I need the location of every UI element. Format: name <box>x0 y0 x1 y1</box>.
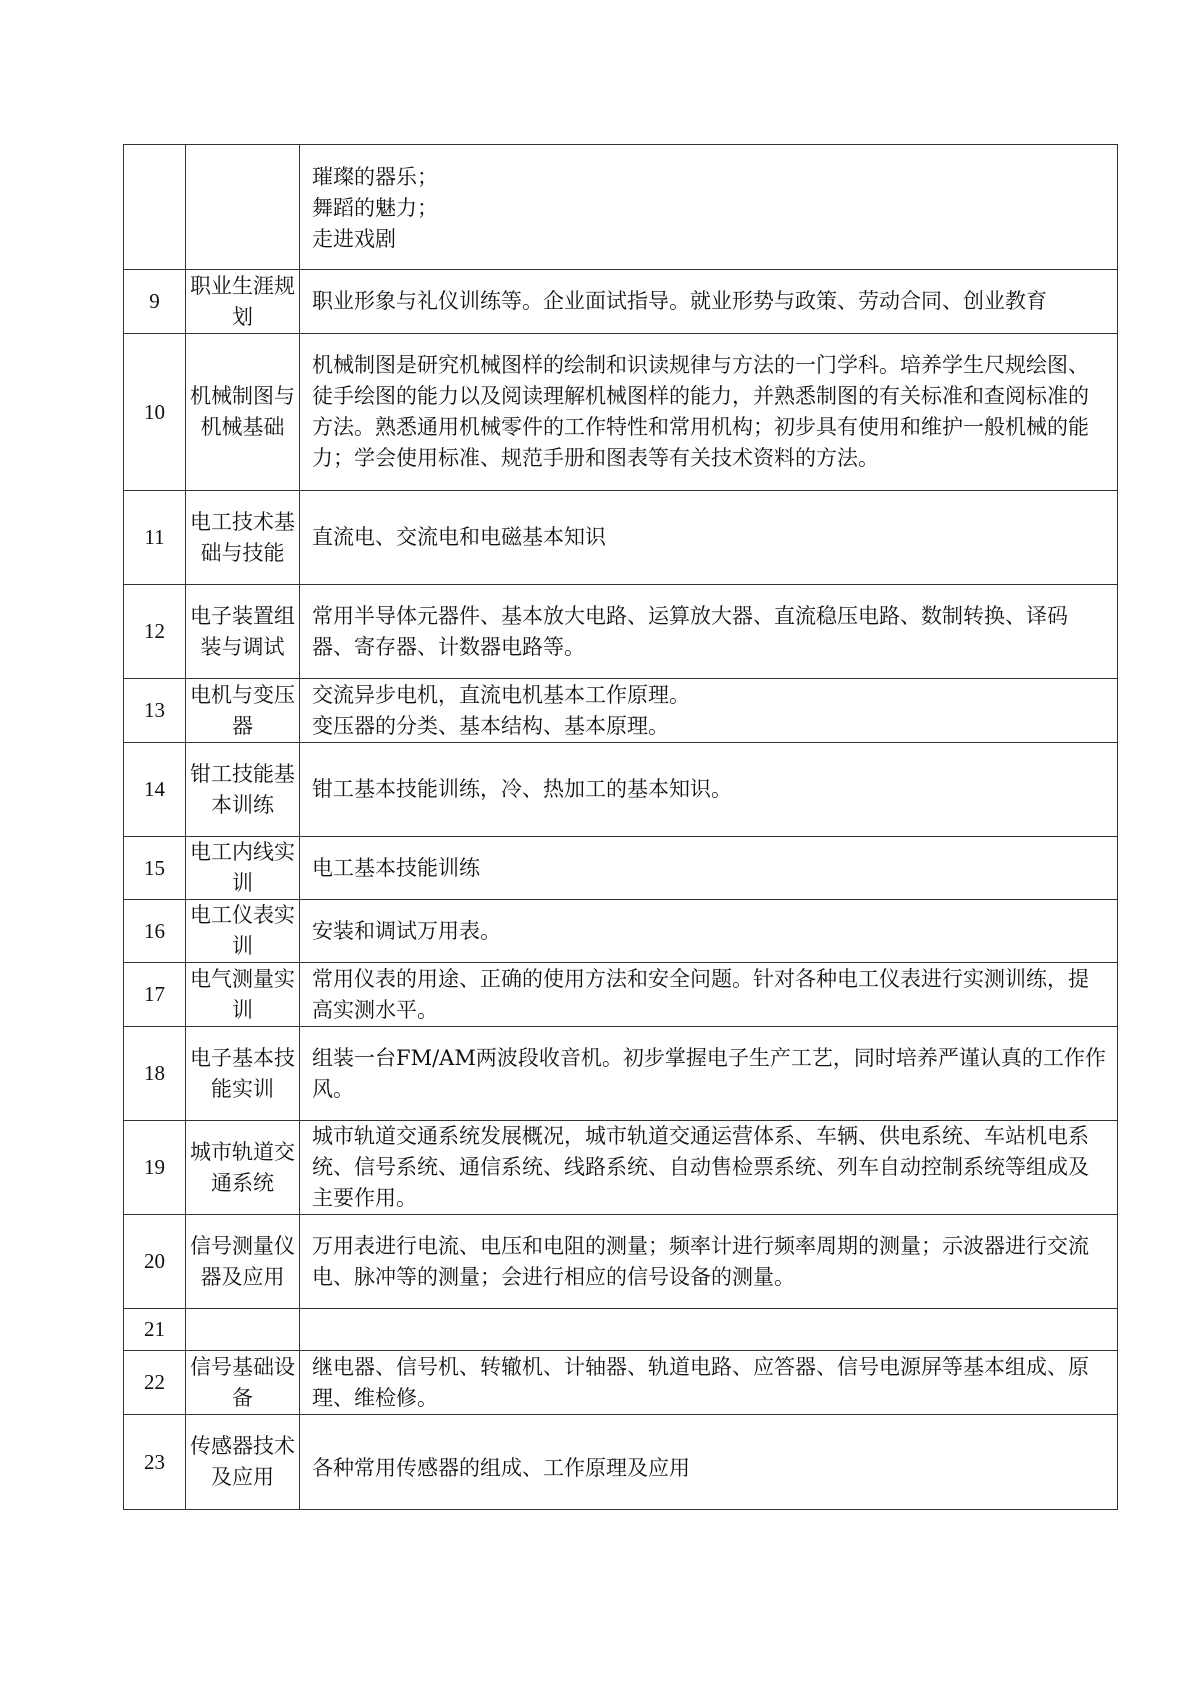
row-number: 9 <box>124 270 186 334</box>
course-description: 职业形象与礼仪训练等。企业面试指导。就业形势与政策、劳动合同、创业教育 <box>300 270 1118 334</box>
table-row <box>124 1415 1118 1510</box>
course-name <box>186 145 300 270</box>
course-description: 电工基本技能训练 <box>300 837 1118 900</box>
row-number: 18 <box>124 1027 186 1121</box>
course-name: 城市轨道交通系统 <box>186 1121 300 1215</box>
row-number: 19 <box>124 1121 186 1215</box>
description-line: 璀璨的器乐； <box>312 164 438 189</box>
course-name: 电气测量实训 <box>186 963 300 1027</box>
table-row <box>124 900 1118 963</box>
row-number: 13 <box>124 679 186 743</box>
course-description: 安装和调试万用表。 <box>300 900 1118 963</box>
course-description: 直流电、交流电和电磁基本知识 <box>300 491 1118 585</box>
row-number <box>124 145 186 270</box>
row-number: 17 <box>124 963 186 1027</box>
course-table <box>123 144 1118 1510</box>
course-name <box>186 1309 300 1351</box>
description-line: 交流异步电机，直流电机基本工作原理。 <box>312 682 690 707</box>
course-description: 常用仪表的用途、正确的使用方法和安全问题。针对各种电工仪表进行实测训练，提高实测水平。 <box>300 963 1118 1027</box>
table-row <box>124 1027 1118 1121</box>
course-description: 钳工基本技能训练，冷、热加工的基本知识。 <box>300 743 1118 837</box>
course-name: 电工仪表实训 <box>186 900 300 963</box>
course-name: 职业生涯规划 <box>186 270 300 334</box>
row-number: 12 <box>124 585 186 679</box>
course-name: 电子装置组装与调试 <box>186 585 300 679</box>
row-number: 14 <box>124 743 186 837</box>
description-line: 走进戏剧 <box>312 226 396 251</box>
row-number: 23 <box>124 1415 186 1510</box>
course-description: 各种常用传感器的组成、工作原理及应用 <box>300 1415 1118 1510</box>
course-description: 继电器、信号机、转辙机、计轴器、轨道电路、应答器、信号电源屏等基本组成、原理、维检修。 <box>300 1351 1118 1415</box>
table-row <box>124 145 1118 270</box>
course-name: 电机与变压器 <box>186 679 300 743</box>
row-number: 10 <box>124 334 186 491</box>
row-number: 11 <box>124 491 186 585</box>
table-row <box>124 1309 1118 1351</box>
row-number: 15 <box>124 837 186 900</box>
course-description <box>300 679 1118 743</box>
course-description: 组装一台FM/AM两波段收音机。初步掌握电子生产工艺，同时培养严谨认真的工作作风。 <box>300 1027 1118 1121</box>
row-number: 22 <box>124 1351 186 1415</box>
course-name: 电工内线实训 <box>186 837 300 900</box>
course-name: 机械制图与机械基础 <box>186 334 300 491</box>
course-description: 常用半导体元器件、基本放大电路、运算放大器、直流稳压电路、数制转换、译码器、寄存器、计数器电路等。 <box>300 585 1118 679</box>
description-line: 变压器的分类、基本结构、基本原理。 <box>312 713 669 738</box>
table-row <box>124 334 1118 491</box>
course-description: 机械制图是研究机械图样的绘制和识读规律与方法的一门学科。培养学生尺规绘图、徒手绘图的能力以及阅读理解机械图样的能力，并熟悉制图的有关标准和查阅标准的方法。熟悉通用机械零件的工作特性和常用机构；初步具有使用和维护一般机械的能力；学会使用标准、规范手册和图表等有关技术资料的方法。 <box>300 334 1118 491</box>
row-number: 16 <box>124 900 186 963</box>
table-row <box>124 270 1118 334</box>
table-row <box>124 585 1118 679</box>
course-name: 信号基础设备 <box>186 1351 300 1415</box>
row-number: 20 <box>124 1215 186 1309</box>
table-row <box>124 1351 1118 1415</box>
course-name: 电工技术基础与技能 <box>186 491 300 585</box>
row-number: 21 <box>124 1309 186 1351</box>
course-description <box>300 145 1118 270</box>
course-description: 城市轨道交通系统发展概况，城市轨道交通运营体系、车辆、供电系统、车站机电系统、信号系统、通信系统、线路系统、自动售检票系统、列车自动控制系统等组成及主要作用。 <box>300 1121 1118 1215</box>
table-row <box>124 837 1118 900</box>
table-row <box>124 1215 1118 1309</box>
table-row <box>124 1121 1118 1215</box>
course-name: 钳工技能基本训练 <box>186 743 300 837</box>
table-row <box>124 963 1118 1027</box>
table-row <box>124 491 1118 585</box>
course-name: 传感器技术及应用 <box>186 1415 300 1510</box>
course-description: 万用表进行电流、电压和电阻的测量；频率计进行频率周期的测量；示波器进行交流电、脉冲等的测量；会进行相应的信号设备的测量。 <box>300 1215 1118 1309</box>
description-line: 舞蹈的魅力； <box>312 195 438 220</box>
course-name: 信号测量仪器及应用 <box>186 1215 300 1309</box>
course-name: 电子基本技能实训 <box>186 1027 300 1121</box>
table-row <box>124 743 1118 837</box>
course-description <box>300 1309 1118 1351</box>
table-row <box>124 679 1118 743</box>
